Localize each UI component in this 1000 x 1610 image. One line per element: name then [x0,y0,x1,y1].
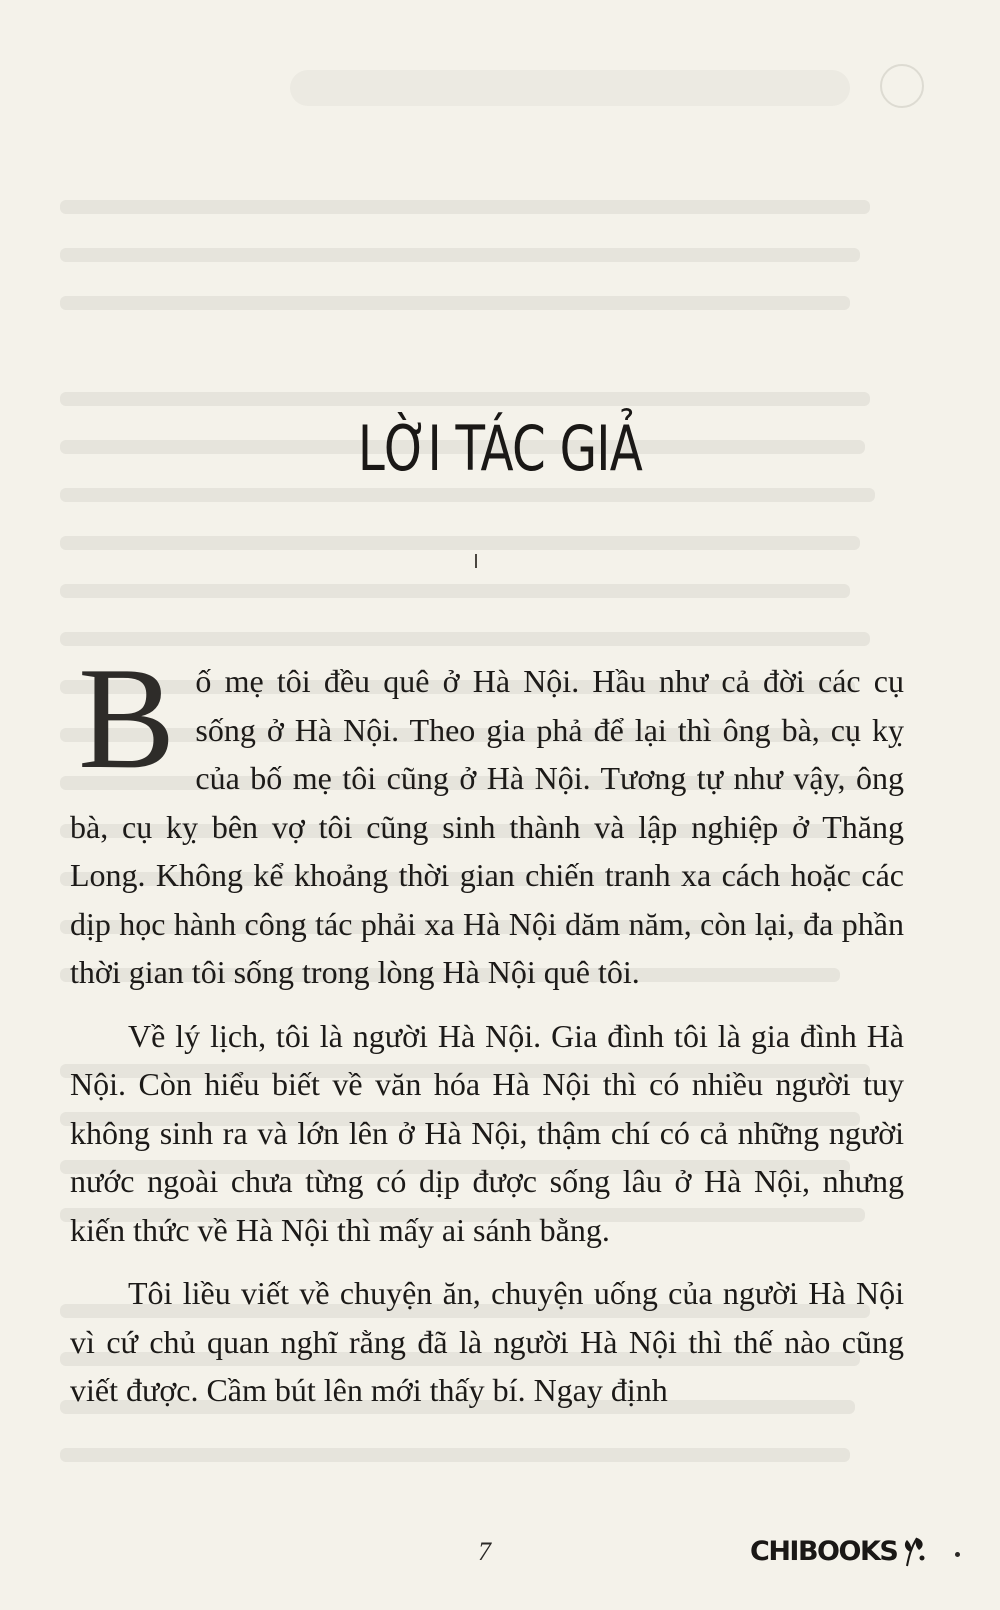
show-through-line [60,1448,850,1462]
show-through-line [60,248,860,262]
show-through-line [60,200,870,214]
paragraph-1 [70,637,904,997]
paragraph-3: Tôi liều viết về chuyện ăn, chuyện uống của người Hà Nội vì cứ chủ quan nghĩ rằng đã là người Hà Nội thì thế nào cũng viết được. Cầm bút lên mới thấy bí. Ngay định [70,1275,904,1408]
chapter-title: LỜI TÁC GIẢ [357,412,643,485]
leaf-icon [901,1534,927,1568]
drop-cap: B [78,637,176,799]
header-show-through [290,70,850,106]
page-number: 7 [478,1537,491,1566]
show-through-line [60,296,850,310]
paragraph-2: Về lý lịch, tôi là người Hà Nội. Gia đình tôi là gia đình Hà Nội. Còn hiểu biết về văn hóa Hà Nội thì có nhiều người tuy không sinh ra và lớn lên ở Hà Nội, thậm chí có cả những người nước ngoài chưa từng có dịp được sống lâu ở Hà Nội, nhưng kiến thức về Hà Nội thì mấy ai sánh bằng. [70,1017,904,1248]
show-through-line [60,488,875,502]
paragraph-1-text: ố mẹ tôi đều quê ở Hà Nội. Hầu như cả đời các cụ sống ở Hà Nội. Theo gia phả để lại thì ông bà, cụ kỵ của bố mẹ tôi cũng ở Hà Nội. Tương tự như vậy, ông bà, cụ kỵ bên vợ tôi cũng sinh thành và lập nghiệp ở Thăng Long. Không kể khoảng thời gian chiến tranh xa cách hoặc các dịp học hành công tác phải xa Hà Nội dăm năm, còn lại, đa phần thời gian tôi sống trong lòng Hà Nội quê tôi. [70,663,904,990]
show-through-line [60,632,870,646]
publisher-logo [750,1534,927,1568]
page-mark [955,1552,960,1557]
body-text [70,637,904,1430]
show-through-line [60,392,870,406]
title-ornament [475,554,477,568]
show-through-line [60,536,860,550]
publisher-name: CHIBOOKS [750,1535,898,1567]
emblem-icon [880,64,924,108]
show-through-line [60,584,850,598]
